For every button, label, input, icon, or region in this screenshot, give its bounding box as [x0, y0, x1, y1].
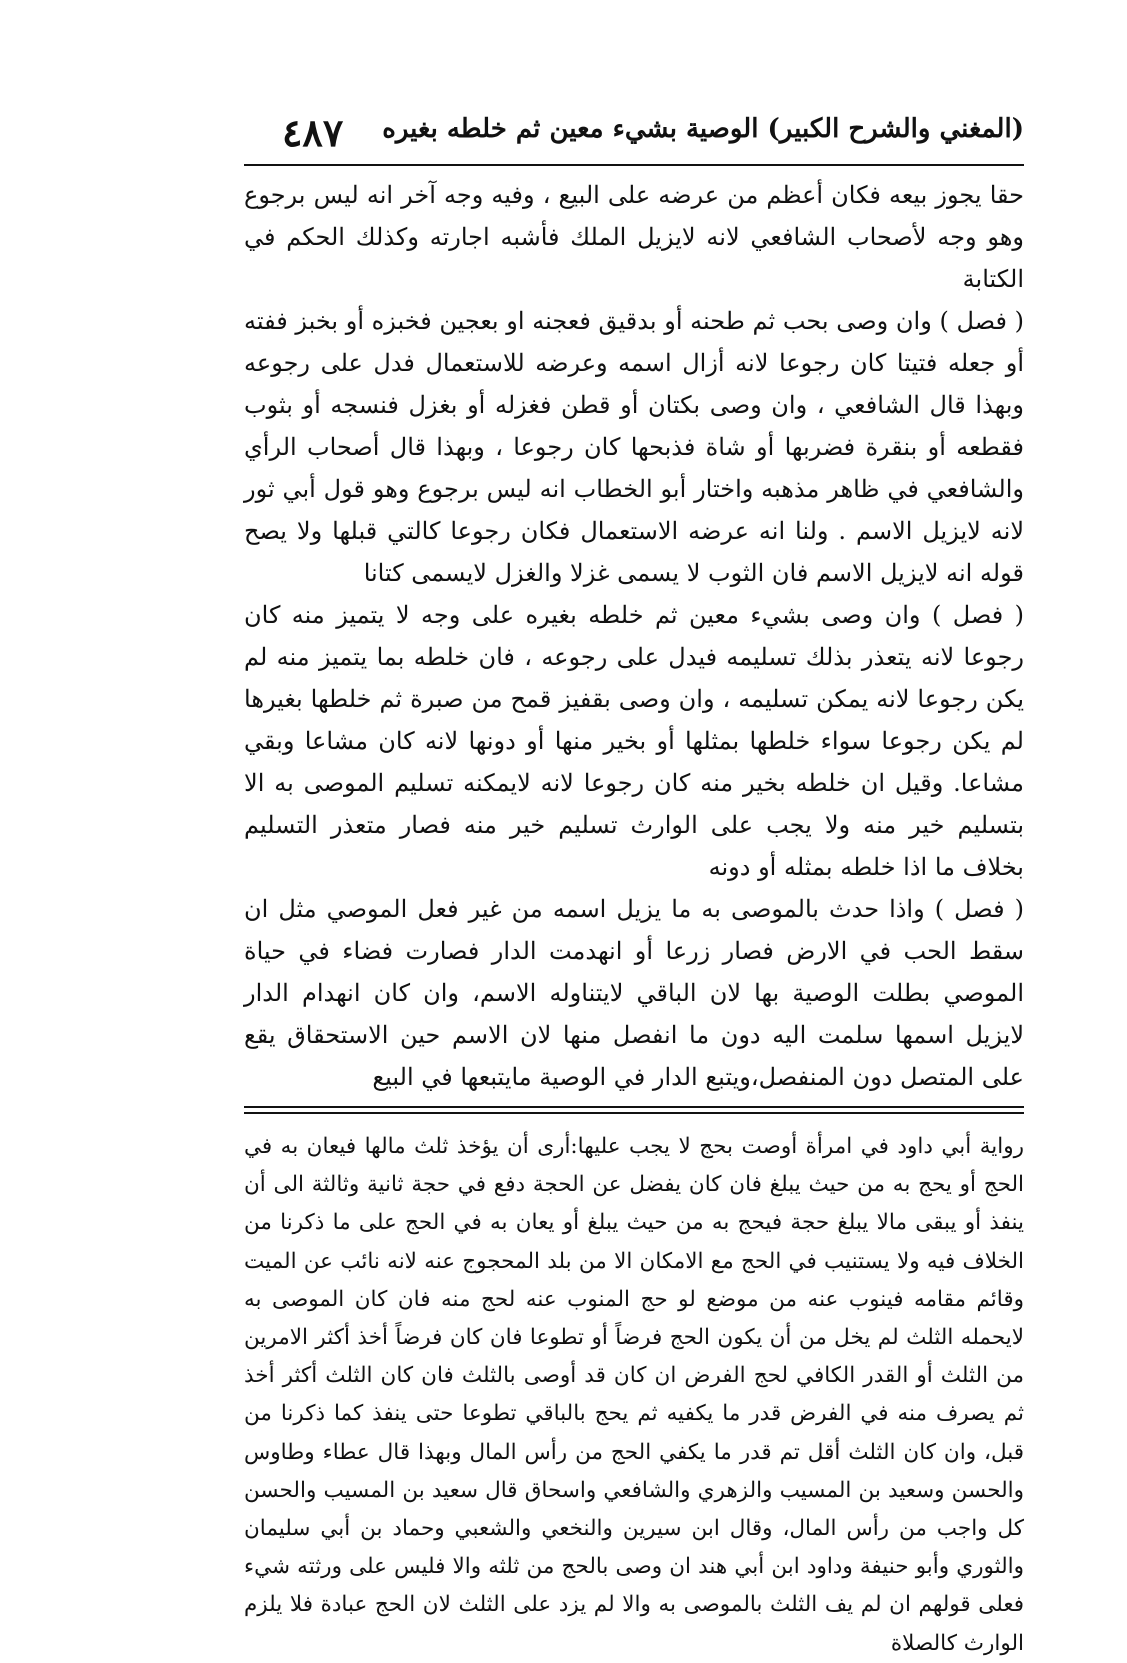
- footnote-separator: [244, 1106, 1024, 1114]
- footnote-text: رواية أبي داود في امرأة أوصت بحج لا يجب عليها:أرى أن يؤخذ ثلث مالها فيعان به في الحج أو يحج به من حيث يبلغ فان كان يفضل عن الحجة دفع في حجة ثانية وثالثة الى أن ينفذ أو يبقى مالا يبلغ حجة فيحج به من حيث يبلغ أو يعان به في الحج على ما ذكرنا من الخلاف فيه ولا يستنيب في الحج مع الامكان الا من بلد المحجوج عنه لانه نائب عن الميت وقائم مقامه فينوب عنه من موضع لو حج المنوب عنه لحج منه فان كان الموصى به لايحمله الثلث لم يخل من أن يكون الحج فرضاً أو تطوعا فان كان فرضاً أخذ أكثر الامرين من الثلث أو القدر الكافي لحج الفرض ان كان قد أوصى بالثلث فان كان الثلث أكثر أخذ ثم يصرف منه في الفرض قدر ما يكفيه ثم يحج بالباقي تطوعا حتى ينفذ كما ذكرنا من قبل، وان كان الثلث أقل تم قدر ما يكفي الحج من رأس المال وبهذا قال عطاء وطاوس والحسن وسعيد بن المسيب والزهري والشافعي واسحاق قال سعيد بن المسيب والحسن كل واجب من رأس المال، وقال ابن سيرين والنخعي والشعبي وحماد بن أبي سليمان والثوري وأبو حنيفة وداود ابن أبي هند ان وصى بالحج من ثلثه والا فليس على ورثته شيء فعلى قولهم ان لم يف الثلث بالموصى به والا لم يزد على الثلث لان الحج عبادة فلا يلزم الوارث كالصلاة: [244, 1134, 1024, 1656]
- footnote: [244, 1128, 1024, 1663]
- book-page: [244, 110, 1024, 1663]
- page-number: ٤٨٧: [282, 110, 344, 155]
- main-text: [244, 174, 1024, 1098]
- running-title: (المغني والشرح الكبير) الوصية بشيء معين ثم خلطه بغيره: [382, 114, 1024, 144]
- paragraph: ( فصل ) وان وصى بحب ثم طحنه أو بدقيق فعجنه او بعجين فخبزه أو بخبز ففته أو جعله فتيتا كان رجوعا لانه أزال اسمه وعرضه للاستعمال فدل على رجوعه وبهذا قال الشافعي ، وان وصى بكتان أو قطن فغزله أو بغزل فنسجه أو بثوب فقطعه أو بنقرة فضربها أو شاة فذبحها كان رجوعا ، وبهذا قال أصحاب الرأي والشافعي في ظاهر مذهبه واختار أبو الخطاب انه ليس برجوع وهو قول أبي ثور لانه لايزيل الاسم . ولنا انه عرضه الاستعمال فكان رجوعا كالتي قبلها ولا يصح قوله انه لايزيل الاسم فان الثوب لا يسمى غزلا والغزل لايسمى كتانا: [244, 307, 1024, 587]
- page-header: [244, 110, 1024, 162]
- paragraph: حقا يجوز بيعه فكان أعظم من عرضه على البيع ، وفيه وجه آخر انه ليس برجوع وهو وجه لأصحاب الشافعي لانه لايزيل الملك فأشبه اجارته وكذلك الحكم في الكتابة: [244, 181, 1024, 293]
- header-rule: [244, 164, 1024, 166]
- paragraph: ( فصل ) واذا حدث بالموصى به ما يزيل اسمه من غير فعل الموصي مثل ان سقط الحب في الارض فصار زرعا أو انهدمت الدار فصارت فضاء في حياة الموصي بطلت الوصية بها لان الباقي لايتناوله الاسم، وان كان انهدام الدار لايزيل اسمها سلمت اليه دون ما انفصل منها لان الاسم حين الاستحقاق يقع على المتصل دون المنفصل،ويتبع الدار في الوصية مايتبعها في البيع: [244, 895, 1024, 1091]
- paragraph: ( فصل ) وان وصى بشيء معين ثم خلطه بغيره على وجه لا يتميز منه كان رجوعا لانه يتعذر بذلك تسليمه فيدل على رجوعه ، فان خلطه بما يتميز منه لم يكن رجوعا لانه يمكن تسليمه ، وان وصى بقفيز قمح من صبرة ثم خلطها بغيرها لم يكن رجوعا سواء خلطها بمثلها أو بخير منها أو دونها لانه كان مشاعا وبقي مشاعا. وقيل ان خلطه بخير منه كان رجوعا لانه لايمكنه تسليم الموصى به الا بتسليم خير منه ولا يجب على الوارث تسليم خير منه فصار متعذر التسليم بخلاف ما اذا خلطه بمثله أو دونه: [244, 601, 1024, 881]
